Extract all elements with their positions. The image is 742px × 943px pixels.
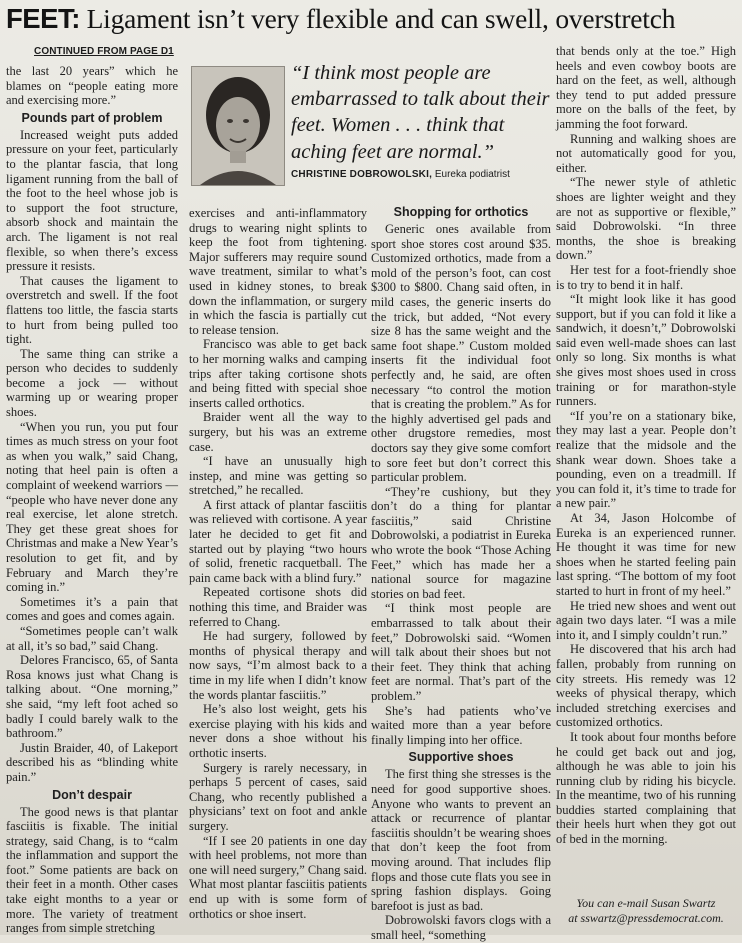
paragraph: Running and walking shoes are not automatically good for you, either. xyxy=(556,131,736,175)
signoff-line-2: at sswartz@pressdemocrat.com. xyxy=(568,911,724,925)
paragraph: The same thing can strike a person who decides to suddenly become a jock — without warming up or wearing proper shoes. xyxy=(6,346,178,420)
article-column-3 xyxy=(371,205,551,943)
author-signoff xyxy=(556,896,736,926)
portrait-photo xyxy=(191,66,285,186)
paragraph: “I think most people are embarrassed to talk about their feet,” Dobrowolski said. “Women will talk about their shoes but not their feet. They think that aching feet are normal. That’s part of the problem.” xyxy=(371,601,551,703)
portrait-image xyxy=(192,67,284,185)
paragraph: A first attack of plantar fasciitis was relieved with cortisone. A year later he decided to get fit and started out by playing “two hours of solid, frenetic racquetball. The pain came back with a blind fury.” xyxy=(189,497,367,585)
headline-text: Ligament isn’t very flexible and can swell, overstretch xyxy=(86,3,676,34)
article-column-1 xyxy=(6,64,178,936)
paragraph: At 34, Jason Holcombe of Eureka is an experienced runner. He thought it was time for new shoes when he started feeling pain last spring. “The bottom of my foot started to hurt in front of my heel.” xyxy=(556,511,736,598)
paragraph: Increased weight puts added pressure on your feet, particularly to the plantar fascia, that long ligament running from the ball of the foot to the heel whose job is to support the foot structure, absorb shock and maintain the arch. The ligament is not real flexible, so when there’s excess pressure it resists. xyxy=(6,127,178,274)
paragraph: Surgery is rarely necessary, in perhaps 5 percent of cases, said Chang, who recently published a physicians’ text on foot and ankle surgery. xyxy=(189,760,367,833)
paragraph: “I have an unusually high instep, and mine was getting so stretched,” he recalled. xyxy=(189,454,367,498)
paragraph: It took about four months before he could get back out and jog, although he was able to join his running club by riding his bicycle. In the meantime, two of his running buddies started complaining that their heels hurt when they got out of bed in the morning. xyxy=(556,729,736,847)
paragraph: “They’re cushiony, but they don’t do a thing for plantar fasciitis,” said Christine Dobrowolski, a podiatrist in Eureka who wrote the book “Those Aching Feet,” which has made her a national source for magazine stories on bad feet. xyxy=(371,484,551,601)
quote-name: CHRISTINE DOBROWOLSKI, xyxy=(291,169,433,180)
paragraph: The first thing she stresses is the need for good supportive shoes. Anyone who wants to prevent an attack or recurrence of plantar fasciitis shouldn’t be wearing shoes that don’t keep the foot from moving around. That includes flip flops and those cute flats you see in spring fashion displays. Going barefoot is just as bad. xyxy=(371,767,551,913)
signoff-line-1: You can e-mail Susan Swartz xyxy=(576,896,716,910)
paragraph: exercises and anti-inflammatory drugs to wearing night splints to keep the foot from tightening. Major sufferers may require sound wave treatment, similar to what’s used in kidney stones, to break down the inflammation, or surgery in which the fascia is partially cut to release tension. xyxy=(189,206,367,337)
subhead-shopping: Shopping for orthotics xyxy=(393,205,529,219)
paragraph: He tried new shoes and went out again two days later. “I was a mile into it, and I simply couldn’t run.” xyxy=(556,598,736,642)
paragraph: The good news is that plantar fasciitis is fixable. The initial strategy, said Chang, is to “calm the inflammation and support the foot.” Some patients are back on their feet in a month. Other cases take eight months to a year or more. The variety of treatment ranges from simple stretching xyxy=(6,804,178,936)
paragraph: “Sometimes people can’t walk at all, it’s so bad,” said Chang. xyxy=(6,623,178,653)
paragraph: That causes the ligament to overstretch and swell. If the foot flattens too little, the fascia starts to hurt from being pulled too tight. xyxy=(6,273,178,347)
paragraph: Repeated cortisone shots did nothing this time, and Braider was referred to Chang. xyxy=(189,585,367,629)
article-column-2 xyxy=(189,206,367,921)
paragraph: Her test for a foot-friendly shoe is to try to bend it in half. xyxy=(556,262,736,292)
paragraph: “If you’re on a stationary bike, they may last a year. People don’t realize that the midsole and the shank wear down. Shoes take a pounding, even on a treadmill. If you can fold it, it’s time to trade for a new pair.” xyxy=(556,408,736,511)
quote-title: Eureka podiatrist xyxy=(434,169,510,180)
paragraph: She’s had patients who’ve waited more than a year before finally limping into her office. xyxy=(371,703,551,747)
paragraph: Braider went all the way to surgery, but his was an extreme case. xyxy=(189,410,367,454)
pull-quote-attribution xyxy=(291,169,553,180)
paragraph: “It might look like it has good support, but if you can fold it like a sandwich, it doesn’t,” Dobrowolski said even well-made shoes can last only so long. Six months is what she gives most shoes used in cross training or for marathon-style runners. xyxy=(556,292,736,409)
paragraph: “The newer style of athletic shoes are lighter weight and they are not as supportive or flexible,” said Dobrowolski. “In three months, the shoe is breaking down.” xyxy=(556,175,736,263)
paragraph: Delores Francisco, 65, of Santa Rosa knows just what Chang is talking about. “One morning,” she said, “my left foot ached so badly I could barely walk to the bathroom.” xyxy=(6,653,178,741)
article-column-4 xyxy=(556,44,736,847)
paragraph: the last 20 years” which he blames on “people eating more and exercising more.” xyxy=(6,64,178,108)
paragraph: Generic ones available from sport shoe stores cost around $35. Customized orthotics, made from a mold of the person’s foot, can cost $300 to $800. Chang said often, in mild cases, the generic inserts do the trick, but added, “Not every size 8 has the same weight and the same foot shape.” Custom molded inserts fit the individual foot perfectly and, he said, are often necessary “to control the motion that is creating the problem.” As for the highly advertised gel pads and other drugstore remedies, most doctors say they give some comfort to sore feet but don’t correct this particular problem. xyxy=(371,222,551,485)
subhead-pounds: Pounds part of problem xyxy=(21,110,163,125)
headline xyxy=(6,2,736,36)
paragraph: He had surgery, followed by months of physical therapy and now says, “I’m almost back to a time in my life when I didn’t know the words plantar fasciitis.” xyxy=(189,629,367,702)
subhead-dont-despair: Don’t despair xyxy=(52,787,132,802)
paragraph: He’s also lost weight, gets his exercise playing with his kids and never dons a shoe without his orthotic inserts. xyxy=(189,702,367,760)
paragraph: He discovered that his arch had fallen, probably from running on city streets. His remedy was 12 weeks of physical therapy, which included stretching exercises and customized orthotics. xyxy=(556,642,736,730)
pull-quote: “I think most people are embarrassed to talk about their feet. Women . . . think that aching feet are normal.” xyxy=(291,62,550,163)
paragraph: “When you run, you put four times as much stress on your foot as when you walk,” said Chang, noting that heel pain is often a complaint of weekend warriors — “people who have never done any real exercise, let alone stretch. They get these great shoes for Christmas and make a New Year’s resolution to get fit, and by February and March they’re coming in.” xyxy=(6,419,178,595)
paragraph: Sometimes it’s a pain that comes and goes and comes again. xyxy=(6,594,178,624)
subhead-supportive: Supportive shoes xyxy=(408,750,514,765)
continued-from-label: CONTINUED FROM PAGE D1 xyxy=(34,46,174,57)
headline-kicker: FEET: xyxy=(6,3,80,34)
paragraph: “If I see 20 patients in one day with heel problems, not more than one will need surgery,” Chang said. What most plantar fasciitis patients end up with is some form of orthotics or shoe insert. xyxy=(189,833,367,921)
paragraph: Dobrowolski favors clogs with a small heel, “something xyxy=(371,913,551,942)
paragraph: that bends only at the toe.” High heels and even cowboy boots are hard on the feet, as well, although they tend to put added pressure more on the balls of the feet, by jamming the foot forward. xyxy=(556,44,736,131)
paragraph: Francisco was able to get back to her morning walks and camping trips after taking cortisone shots and being fitted with special shoe inserts called orthotics. xyxy=(189,337,367,410)
paragraph: Justin Braider, 40, of Lakeport described his as “blinding white pain.” xyxy=(6,740,178,784)
